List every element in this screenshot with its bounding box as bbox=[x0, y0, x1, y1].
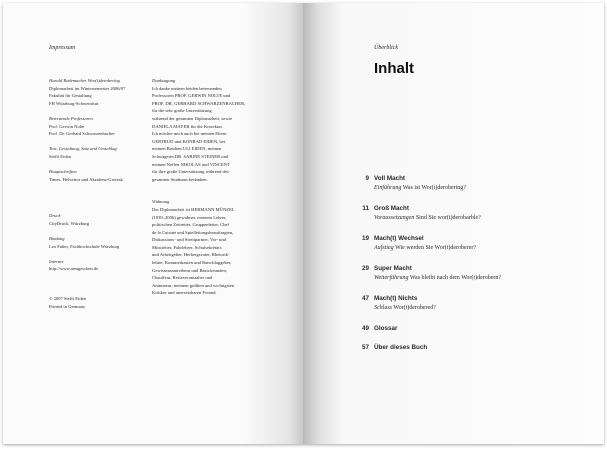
imprint-line: Steffi Eiden bbox=[49, 153, 71, 159]
dedication-line: de la Cuisine und Spielleitungsbeauftragten, bbox=[152, 229, 234, 235]
dedication-line: (1939–2006) gewidmet, meinem Lehrer, bbox=[152, 214, 227, 220]
acknowledgement-line: für die sehr große Unterstützung bbox=[152, 108, 212, 114]
acknowledgement-line: Professoren PROF. GERWIN NOLTE und bbox=[152, 93, 231, 99]
imprint-line: Prof. Dr. Gerhard Schwarzenbacher bbox=[49, 131, 115, 137]
dedication-line: Der Diplomarbeit ist HERMANN MÜNZEL bbox=[152, 206, 235, 212]
toc-page-number: 29 bbox=[361, 265, 369, 272]
dedication-heading: Widmung bbox=[152, 199, 170, 205]
imprint-heading: Betreuende Professoren bbox=[49, 115, 93, 121]
acknowledgement-block bbox=[152, 77, 245, 183]
imprint-line: FH Würzburg-Schweinfurt bbox=[49, 100, 99, 106]
dedication-line: Gewissensantreibern und Basisfreunden, bbox=[152, 267, 227, 273]
imprint-block bbox=[49, 235, 125, 250]
dedication-line: und Arbeitgeber, Herbergsvater, Rhetorik- bbox=[152, 252, 230, 258]
toc-subtitle-italic: Voraussetzungen bbox=[374, 215, 415, 221]
imprint-block bbox=[49, 145, 125, 160]
toc-page-number: 49 bbox=[361, 325, 369, 332]
toc-title: Mach(t) Wechsel bbox=[374, 235, 424, 242]
toc-title: Mach(t) Nichts bbox=[374, 295, 418, 302]
toc-subtitle-italic: Weiterführung bbox=[374, 275, 409, 281]
dedication-line: lehrer, Kummerkasten und Ratschlaggeber, bbox=[152, 260, 232, 266]
imprint-block bbox=[49, 212, 125, 227]
toc-subtitle-text: Wie werden Sie Wor(t)deroberer? bbox=[393, 245, 477, 251]
acknowledgement-line: während der gesamten Diplomarbeit, sowie bbox=[152, 115, 232, 121]
imprint-line: CityDruck, Würzburg bbox=[49, 220, 90, 226]
imprint-block bbox=[49, 295, 125, 310]
imprint-block bbox=[49, 258, 125, 273]
toc-subtitle-text: Wor(t)derobered? bbox=[392, 305, 436, 311]
toc-title: Voll Macht bbox=[374, 175, 406, 182]
toc-subtitle bbox=[374, 305, 436, 311]
toc-subtitle bbox=[374, 215, 481, 221]
acknowledgement-line: DANIELA MAYER für die Korrektur. bbox=[152, 123, 223, 129]
left-page-header: Impressum bbox=[49, 45, 76, 51]
right-page-header: Überblick bbox=[374, 45, 398, 51]
toc-subtitle bbox=[374, 185, 466, 191]
dedication-line: politischen Zeitreiter, Gruppenleiter, Chef bbox=[152, 222, 230, 228]
toc-subtitle-italic: Einführung bbox=[374, 185, 402, 191]
imprint-heading: Internet bbox=[49, 258, 64, 264]
acknowledgement-heading: Danksagung bbox=[152, 78, 176, 83]
toc-page-number: 47 bbox=[361, 295, 369, 302]
imprint-line: Printed in Germany bbox=[49, 303, 86, 309]
imprint-heading: Hauptschriften bbox=[49, 169, 77, 175]
imprint-line: Harald Rademacher Wor(t)derobering bbox=[49, 78, 120, 83]
imprint-line: Leo Falter, Fachhochschule Würzburg bbox=[49, 243, 120, 249]
acknowledgement-line: meinen Neffen NIKOLAS und VINCENT bbox=[152, 161, 230, 167]
toc-page-number: 19 bbox=[361, 235, 369, 242]
acknowledgement-line: für ihre große Unterstützung während des bbox=[152, 169, 229, 175]
acknowledgement-line: Ich danke meinen beiden betreuenden bbox=[152, 85, 222, 91]
acknowledgement-line: Schwägerin DR. SABINE STEINER und bbox=[152, 153, 229, 159]
toc-title: Glossar bbox=[374, 325, 398, 332]
imprint-column bbox=[49, 77, 125, 318]
dedication-line: Mitstreiter, Fahrlehrer, Schulsekretärs bbox=[152, 244, 222, 250]
toc-title: Über dieses Buch bbox=[374, 344, 428, 351]
toc-subtitle-italic: Schluss bbox=[374, 305, 392, 311]
acknowledgement-line: PROF. DR. GERHARD SCHWARZENBACHER, bbox=[152, 100, 246, 106]
toc-page-number: 57 bbox=[361, 344, 369, 351]
toc-subtitle-text: Was ist Wor(t)derobering? bbox=[401, 185, 466, 191]
imprint-line: http://www.armgeschen.de bbox=[49, 266, 99, 272]
imprint-line: © 2007 Steffi Eiden bbox=[49, 296, 86, 302]
toc-subtitle bbox=[374, 275, 501, 281]
imprint-line: Fakultät für Gestaltung bbox=[49, 93, 92, 99]
toc-subtitle bbox=[374, 245, 476, 251]
right-page bbox=[303, 3, 604, 444]
imprint-block bbox=[49, 115, 125, 138]
toc-subtitle-text: Was bleibt nach dem Wor(t)derobern? bbox=[408, 275, 502, 281]
toc-page-number: 11 bbox=[362, 205, 369, 212]
imprint-block bbox=[49, 168, 125, 183]
dedication-line: Kritiker und unersetzbaren Freund. bbox=[152, 290, 217, 296]
imprint-line: Diplomarbeit im Wintersemester 2006/07 bbox=[49, 85, 126, 91]
dedication-line: Animateur, meinem größten und wichtigsten bbox=[152, 282, 235, 288]
imprint-heading: Druck bbox=[49, 213, 61, 219]
dedication-block bbox=[152, 198, 245, 297]
imprint-heading: Text, Gestaltung, Satz und Umschlag bbox=[49, 146, 117, 152]
toc-subtitle-italic: Aufstieg bbox=[374, 245, 394, 251]
dedication-line: Diskussions- und Streitpartner, Vor- und bbox=[152, 237, 226, 243]
toc-title: Super Macht bbox=[374, 265, 412, 272]
toc-page-number: 9 bbox=[365, 175, 369, 182]
imprint-line: Prof. Gerwin Nolte bbox=[49, 123, 85, 129]
acknowledgement-line: Ich möchte mich auch bei meinen Eltern bbox=[152, 131, 227, 137]
toc-title: Groß Macht bbox=[374, 205, 409, 212]
acknowledgement-column bbox=[152, 77, 245, 297]
page-title: Inhalt bbox=[374, 60, 414, 77]
dedication-line: Chauffeur, Reiseveranstalter und bbox=[152, 275, 213, 281]
toc-subtitle-text: Sind Sie wor(t)derobarble? bbox=[414, 215, 481, 221]
imprint-line: Times, Helvetica und Akzidenz-Grotesk bbox=[49, 176, 123, 182]
imprint-block bbox=[49, 77, 125, 107]
acknowledgement-line: meinen Brüdern ULI EIDEN, meinen bbox=[152, 146, 222, 152]
acknowledgement-line: GERTRUD und KONRAD EIDEN, bei bbox=[152, 138, 226, 144]
acknowledgement-line: gesamten Studiums bedanken. bbox=[152, 176, 208, 182]
imprint-heading: Bindung bbox=[49, 236, 65, 242]
